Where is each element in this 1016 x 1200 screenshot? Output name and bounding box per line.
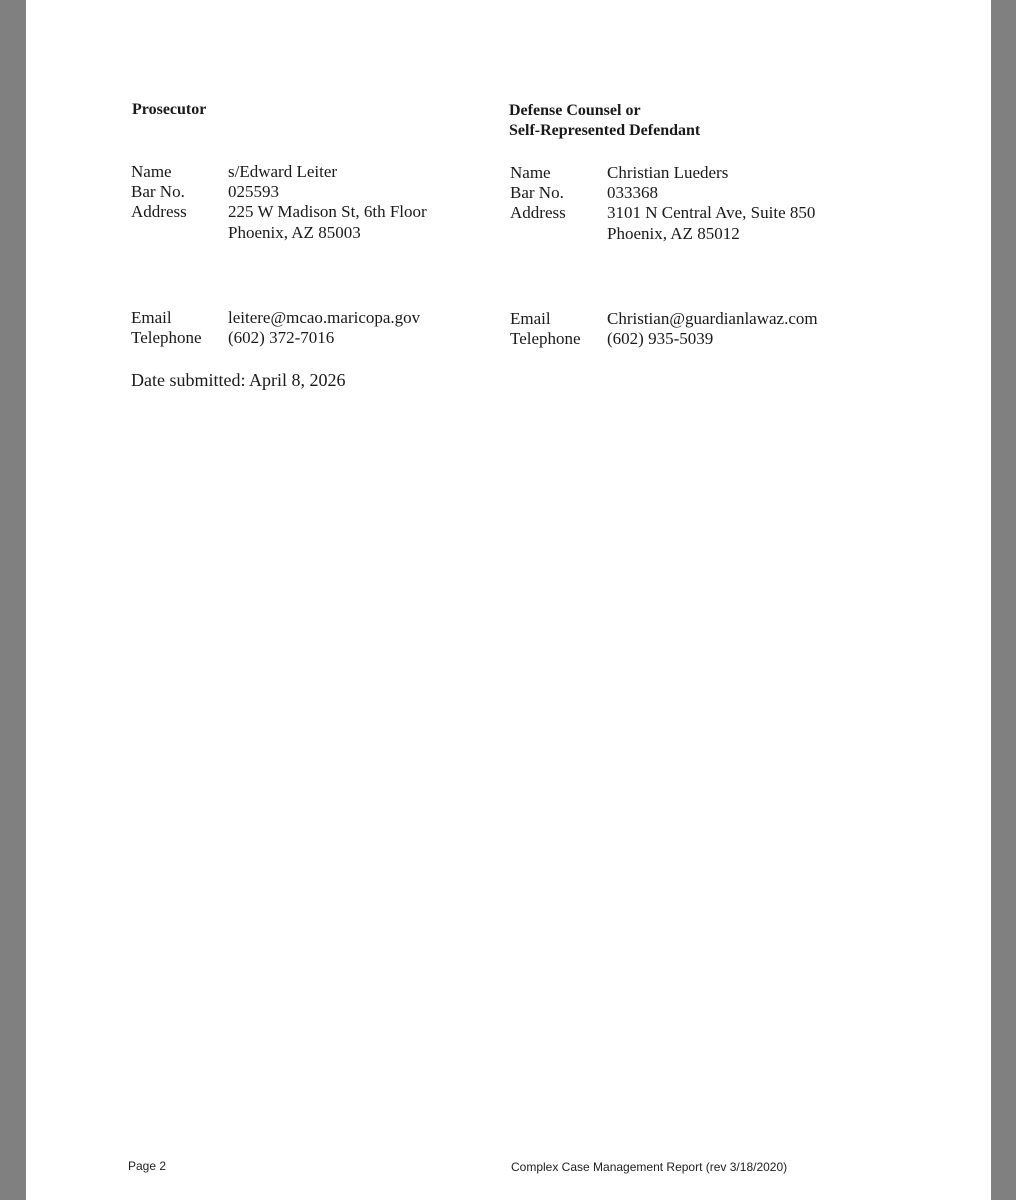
defense-address-line1: 3101 N Central Ave, Suite 850 (607, 203, 816, 222)
prosecutor-email-label: Email (131, 308, 172, 327)
prosecutor-phone-label: Telephone (131, 328, 202, 347)
prosecutor-email: leitere@mcao.maricopa.gov (228, 308, 421, 327)
defense-bar-number: 033368 (607, 183, 658, 202)
prosecutor-phone: (602) 372-7016 (228, 328, 335, 347)
prosecutor-address-line2: Phoenix, AZ 85003 (228, 223, 361, 242)
prosecutor-address-line1: 225 W Madison St, 6th Floor (228, 202, 427, 221)
prosecutor-address-label: Address (131, 202, 187, 221)
defense-email-label: Email (510, 309, 551, 328)
defense-name: Christian Lueders (607, 163, 729, 182)
defense-phone-label: Telephone (510, 329, 581, 348)
footer-form-title: Complex Case Management Report (rev 3/18/2020) (511, 1160, 788, 1174)
prosecutor-bar-label: Bar No. (131, 182, 185, 201)
defense-phone: (602) 935-5039 (607, 329, 714, 348)
defense-email: Christian@guardianlawaz.com (607, 309, 818, 328)
prosecutor-name-label: Name (131, 162, 172, 181)
defense-heading-line1: Defense Counsel or (509, 102, 641, 119)
prosecutor-heading: Prosecutor (132, 101, 207, 118)
defense-heading-line2: Self-Represented Defendant (509, 122, 701, 139)
defense-address-line2: Phoenix, AZ 85012 (607, 224, 740, 243)
defense-name-label: Name (510, 163, 551, 182)
prosecutor-name: s/Edward Leiter (228, 162, 338, 181)
footer-page-number: Page 2 (128, 1159, 167, 1173)
document-page (26, 0, 991, 1200)
date-submitted: Date submitted: April 8, 2026 (131, 370, 346, 390)
prosecutor-bar-number: 025593 (228, 182, 279, 201)
defense-bar-label: Bar No. (510, 183, 564, 202)
defense-address-label: Address (510, 203, 566, 222)
